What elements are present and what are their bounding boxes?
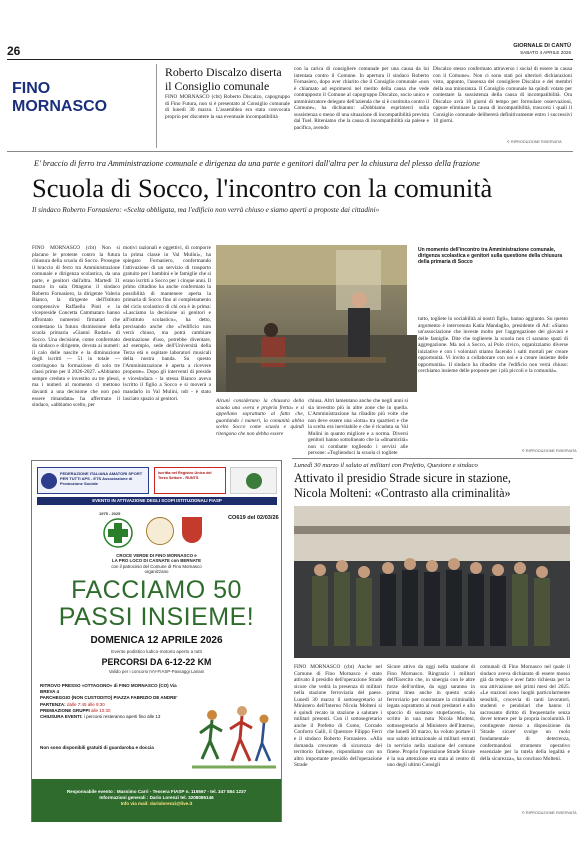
- fiasp-logo: [37, 467, 149, 494]
- info-key: PARCHEGGIO (NON CUSTODITO) PIAZZA FABRIZIO DE ANDRE': [40, 695, 178, 701]
- second-kicker: Lunedì 30 marzo il saluto ai militari con Prefetto, Questore e sindaco: [294, 462, 478, 469]
- second-headline: [294, 471, 574, 501]
- main-col4: chiusa. Altri lamentano anche che negli anni si sia investito più in altre zone che in quella. L'Amministrazione ha ribadito più volte che non deve essere una «lotta» tra quartieri e che la scelta era inevitabile e che è ricaduta su Val Mulini in quanto migliore e a norma. Diversi genitori hanno sottolineato che la «dinamicità» non si combatte togliendo i servizi alle persone: «Togliendoci la scuola ci togliete: [308, 398, 408, 457]
- green-cross-icon: [103, 518, 133, 548]
- second-top-rule: [292, 458, 573, 459]
- ad-big-title: [32, 577, 281, 631]
- section-label-line1: FINO: [12, 80, 51, 97]
- footer-line1: Responsabile evento : Massimo Carri - Tessera FIASP n. 116567 - tel. 347 584 1237: [66, 789, 247, 794]
- organizer-line1: CROCE VERDE DI FINO MORNASCO e: [116, 553, 197, 558]
- co-code: CO619 del 02/03/26: [228, 515, 279, 521]
- organizers: [32, 553, 281, 575]
- second-col3: comunali di Fino Mornasco nel quale il sindaco aveva dichiarato di essere mosso già da tempo e aver fatto richiesta per la sua attivazione nei primi mesi del 2025. «Le stazioni sono luoghi particolarmente sensibili, crocevia di tanti lavoratori, studenti e pendolari che hanno il sacrosanto diritto di frequentarle senza dover temere per la propria incolumità. Il contingente messo a disposizione da 'Strade sicure' svolge un ruolo fondamentale di deterrenza, confermandosi strumento operativo essenziale per la tutela della legalità e della sicurezza», ha concluso Molteni.: [480, 664, 570, 762]
- soldiers-photo: [294, 506, 570, 658]
- ad-valid: Valido per i concorsi IVV-FIASP-Passaggi Lariani: [108, 669, 205, 674]
- info-key: PREMIAZIONE GRUPPI: [40, 707, 90, 713]
- main-credit: © RIPRODUZIONE RISERVATA: [522, 449, 577, 453]
- top-article-col2: con la carica di consigliere comunale per una causa da lui intentata contro il Comune. In apertura il sindaco Roberto Fornasiero, dopo aver chiarito che il Consiglio comunale «non è chiamato ad esprimersi nel merito della causa che vede contrapposto il Comune al capogruppo Discalzo, socio unico e amministratore delegato dell'azienda che si è costituita contro il Comune», ha dichiarato: «Dobbiamo esprimerci sulla sussistenza o meno di una situazione di incompatibilità prevista dal Tuel. Riteniamo che la causa di incompatibilità sia palese e pacifica, avendo: [294, 66, 429, 131]
- ad-subtitle: Evento podistico ludico-motorio aperto a tutti: [111, 649, 202, 654]
- top-article-col1: FINO MORNASCO (cbt) Roberto Discalzo, capogruppo di Fino Futura, non si è presentato al Consiglio comunale di lunedì 30 marzo. L'assemblea era stata convocata proprio per discutere la sua eventuale incompatibilità: [165, 94, 290, 120]
- info-value: alle 10:30: [91, 707, 111, 713]
- ad-info: [40, 683, 190, 720]
- info-key: RITROVO PRESSO «OTTAGONO» di FINO MORNASCO (CO) Via BREVA 4: [40, 683, 177, 695]
- paper-name: GIORNALE DI CANTÙ: [513, 43, 571, 49]
- runners-illustration: [192, 701, 276, 773]
- main-col2: motivi razionali e oggettivi, di comporre la prima classe in Val Mulini», ha spiegato Fornasiero, confermando l'attivazione di un servizio di trasporto gratuito per i bambini e le famiglie che si erano iscritti a Socco per i cinque anni. Il primo cittadino ha anche confermato la possibilità di mantenere aperta la primaria di Socco fino al completamento del ciclo scolastico di chi ora è in prima: «Lasciamo la decisione ai genitori e all'istituto scolastico», ha detto, precisando anche che «l'edificio non verrà chiuso, ma potrà cambiare destinazione d'uso, potrebbe diventare, ad esempio, sede dell'Università della Terza età o ospitare laboratori musicali della nostra banda. Su questo l'Amministrazione è aperta a ricevere proposte». Dopo gli interventi di preside e vicesindaca - la stessa Bianco aveva lscritto il figlio a Socco e si moverà a mandarlo in Val Mulini, ndr - è stato lasciato spazio ai genitori.: [123, 245, 211, 402]
- anniversary-text: 1975 - 2025: [99, 511, 121, 516]
- regional-mark-icon: [246, 473, 262, 489]
- main-kicker: E' braccio di ferro tra Amministrazione comunale e dirigenza da una parte e genitori dall'altra per la chiusura del plesso della frazione: [34, 159, 480, 168]
- info-key: CHIUSURA EVENTI:: [40, 714, 83, 720]
- ad-footer: [32, 779, 281, 822]
- second-headline-line2: Nicola Molteni: «Contrasto alla criminalità»: [294, 485, 511, 500]
- top-article-col3: Discalzo stesso confermato attraverso i social di essere in causa con il Comune». Non ci sono stati poi ulteriori dichiarazioni visto, appunto, l'assenza del consigliere Discalzo e dei membri della sua minoranza. Il Consiglio comunale ha quindi votato per contestare la sussistenza della causa di incompatibilità. Ora Discalzo avrà 10 giorni di tempo per formulare osservazioni, oppure eliminare la causa di incompatibilità, trascorsi i quali il Consiglio comunale delibererà definitivamente entro i successivi 10 giorni.: [433, 66, 572, 125]
- footer-line2: Informazioni generali : Dario Lorenzi tel. 3208086146: [99, 795, 214, 800]
- second-col1: FINO MORNASCO (cbt) Anche nel Comune di Fino Mornasco è stato attivato il presidio dell'operazione Strade sicure che vedrà la presenza di militari nella stazione ferroviaria del paese. Lunedì 30 marzo il sottosegretario al Ministero dell'Interno Nicola Molteni si è quindi recato in stazione a salutare i militari presenti. Con il sottosegretario anche il Prefetto di Como, Corrado Conforto Galli, il Questore Filippo Ferri e il sindaco Roberto Fornasiero. «Alla domanda crescente di sicurezza del territorio farinese, rispondiamo con un altro importante presidio dell'operazione Strade: [294, 664, 382, 769]
- fiasp-mark-icon: [41, 473, 57, 489]
- top-title-line1: Roberto Discalzo diserta: [165, 65, 282, 79]
- regional-logo: [230, 467, 277, 494]
- runts-text: Iscritta nel Registro Unico del Terzo Settore - RUNTS: [158, 471, 212, 480]
- runts-logo: [154, 467, 226, 494]
- main-col5: tutto, togliete lo sociabilità ai nostri figli», hanno aggiunto. Su questo argomento è intervenuta Katia Mandaglio, presidente di Ad: «Siamo un'associazione che investe molto per l'aggregazione dei giovani e delle famiglie. Dite che toglierete la scuola non ci saranno spazi di aggregazione. Ma noi a Socco, al Polo civico, organizziamo diverse iniziative e con i volontari stiamo facendo i salti mortali per creare opportunità. Vi invito a collaborare con noi e a creare insieme delle opportunità». Il sindaco ha ribadito che l'edificio non verrà chiuso: cerchiamo insieme delle proposte per i più piccoli e la comunità».: [418, 316, 568, 375]
- organizer-line4: organizzano: [144, 569, 169, 575]
- side-caption: Un momento dell'incontro tra Amministrazione comunale, dirigenza scolastica e genitori sulla questione della chiusura della primaria di Socco: [418, 247, 563, 265]
- info-row: [40, 714, 190, 720]
- top-article-title: [165, 66, 282, 93]
- info-value: dalle 7:45 alle 9:30: [66, 701, 105, 707]
- pro-loco-logo: [146, 517, 174, 545]
- top-credit: © RIPRODUZIONE RISERVATA: [507, 140, 562, 144]
- second-headline-line1: Attivato il presidio Strade sicure in stazione,: [294, 471, 511, 485]
- second-col2: Sicure attivo da oggi nella stazione di Fino Mornasco. Ringrazio i militari dell'Esercito che, in sinergia con le altre forze dell'ordine, da oggi saranno in prima linea anche in questo scalo ferroviario per contrastare la criminalità legata soprattutto ai reati predatori e allo spaccio di sostanze stupefacenti», ha scritto in una nota Nicola Molteni, sottosegretario al Ministero dell'Interno, che lunedì 30 marzo, ha voluto portare il suo saluto istituzionale ai militari entrati in servizio nella stazione del comune finese. Proprio l'operazione Strade Sicure è la sua attenzione era stata al centro di uno degli ultimi Consigli: [387, 664, 475, 769]
- header-rule: [7, 59, 573, 60]
- organizer-line2: LA PRO LOCO DI CASNATE con BERNATE: [111, 558, 202, 564]
- info-row: [40, 683, 190, 695]
- meeting-photo: [216, 245, 407, 392]
- ad-gift: Non sono disponibili gratuiti di guardaroba e doccia: [40, 745, 154, 750]
- soldiers-photo-scene: [294, 506, 570, 658]
- meeting-photo-scene: [216, 245, 407, 392]
- croce-verde-logo: [97, 511, 141, 551]
- ad-big-line1: FACCIAMO 50: [71, 576, 242, 604]
- main-top-rule: [7, 151, 573, 152]
- section-divider: [156, 64, 157, 148]
- main-subhead: Il sindaco Roberto Fornasiero: «Scelta obbligata, ma l'edificio non verrà chiuso e siamo aperti a proposte dai cittadini»: [32, 206, 380, 214]
- event-banner: EVENTO IN ATTIVAZIONE DEGLI SCOPI ISTITUZIONALI FIASP: [37, 497, 277, 505]
- main-col1: FINO MORNASCO (cbt) Non si placano le proteste contro la futura chiusura della scuola di Socco. Prosegue il braccio di ferro tra Amministrazione comunale e dirigenza scolastica, da una parte, e genitori dall'altra. Martedì 31 marzo in sala Ottagono il sindaco Roberto Fornasiero, la dirigente Valeria Bianco, la dirigente dell'Istituto comprensivo Raffaella Pioti e la vicepreside Concetta Cammataro hanno affrontato numerosi firmatari che contestano la futura dismissione della scuola primaria «Gianni Rodari» di Socco. Una decisione, come confermato da sindaco e dirigente, dovuta ai numeri: il calo delle nascite e la diminuzione degli iscritti — 51 in totale — costringono la formazione di solo tre classi prime per il 2026-2027. «Abbiamo sempre creduto e investito su tre plessi, ma i numeri al momento ci mettono davanti a una decisione che non può essere rimandata» ha affermato il sindaco, «abbiamo scelto, per: [32, 245, 120, 409]
- ad-big-line2: PASSI INSIEME!: [58, 603, 255, 631]
- footer-line3: Info via mail: dariolorenzi@live.it: [120, 801, 193, 806]
- info-key: PARTENZA:: [40, 701, 66, 707]
- second-credit: © RIPRODUZIONE RISERVATA: [522, 811, 577, 815]
- issue-date: SABATO 4 APRILE 2026: [520, 50, 571, 55]
- info-value: i percorsi resteranno aperti fino alle 13: [83, 714, 161, 720]
- organizer-line3: con il patrocinio del Comune di Fino Mornasco: [111, 563, 202, 569]
- section-label-line2: MORNASCO: [12, 98, 108, 115]
- photo-caption: Alcuni considerano la chiusura della scuola una «vera e propria fretta» e si appellano soprattutto al fatto che, guardando i numeri, la comunità abbia scelto Socco come scuola e quindi ritengono che non debba essere: [216, 398, 304, 437]
- fiasp-text: FEDERAZIONE ITALIANA AMATORI SPORT PER TUTTI APS - ETS Associazione di Promozione Sociale: [60, 471, 143, 486]
- ad-date: DOMENICA 12 APRILE 2026: [90, 635, 223, 646]
- comune-crest-icon: [182, 517, 202, 543]
- main-headline: Scuola di Socco, l'incontro con la comunità: [32, 173, 493, 203]
- ad-percorsi: PERCORSI DA 6-12-22 KM: [101, 657, 212, 667]
- page-number: 26: [7, 44, 21, 58]
- section-label: [12, 80, 107, 116]
- top-title-line2: il Consiglio comunale: [165, 78, 270, 93]
- event-ad: [31, 460, 282, 822]
